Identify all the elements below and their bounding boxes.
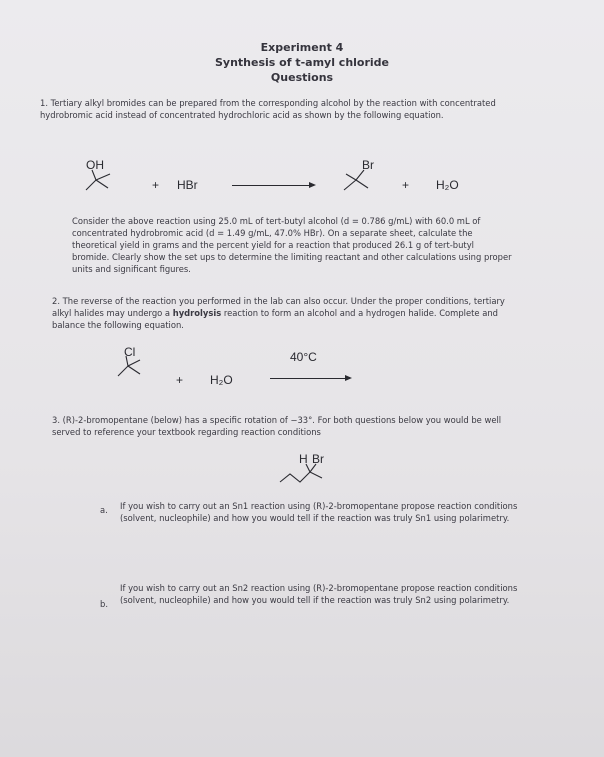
plus-sign-3: + xyxy=(176,373,184,387)
water-label-2: H₂O xyxy=(210,373,233,387)
br-label-2: Br xyxy=(312,452,324,466)
tert-butyl-alcohol-structure xyxy=(84,168,124,196)
part-b-text: If you wish to carry out an Sn2 reaction using (R)-2-bromopentane propose reaction conditions (solvent, nucleophile) and how you would tell if the reaction was truly Sn2 using polarimetry. xyxy=(120,583,518,605)
reaction-arrow-2 xyxy=(270,378,350,379)
cl-label: Cl xyxy=(124,345,136,359)
water-label: H₂O xyxy=(436,178,459,192)
oh-label: OH xyxy=(86,158,104,172)
experiment-title: Synthesis of t-amyl chloride xyxy=(214,56,390,69)
plus-sign-2: + xyxy=(402,178,410,192)
part-b-label: b. xyxy=(100,599,108,609)
hbr-label: HBr xyxy=(177,178,198,192)
experiment-number: Experiment 4 xyxy=(260,41,344,54)
question-3-text: 3. (R)-2-bromopentane (below) has a specific rotation of −33°. For both questions below you would be well served to reference your textbook regarding reaction conditions xyxy=(52,415,502,437)
question-1-details: Consider the above reaction using 25.0 mL of tert-butyl alcohol (d = 0.786 g/mL) with 60.0 mL of concentrated hydrobromic acid (d = 1.49 g/mL, 47.0% HBr). On a separate sheet, calculate the theoretical yield in grams and the percent yield for a reaction that produced 26.1 g of tert-butyl bromide. Clearly show the set ups to determine the limiting reactant and other calculations using proper units and significant figures. xyxy=(72,216,512,274)
part-a-text: If you wish to carry out an Sn1 reaction using (R)-2-bromopentane propose reaction conditions (solvent, nucleophile) and how you would tell if the reaction was truly Sn1 using polarimetry. xyxy=(120,501,518,523)
reaction-arrow-1 xyxy=(232,185,314,186)
question-2-text: 2. The reverse of the reaction you performed in the lab can also occur. Under the proper conditions, tertiary alkyl halides may undergo a hydrolysis reaction to form an alcohol and a hydrogen halide. Complete and balance the following equation. xyxy=(52,296,505,330)
tert-butyl-bromide-structure xyxy=(342,168,382,196)
part-a-label: a. xyxy=(100,505,108,515)
temperature-label: 40°C xyxy=(290,350,317,364)
br-label: Br xyxy=(362,158,374,172)
h-label: H xyxy=(299,452,308,466)
plus-sign-1: + xyxy=(152,178,160,192)
question-1-text: 1. Tertiary alkyl bromides can be prepared from the corresponding alcohol by the reaction with concentrated hydrobromic acid instead of concentrated hydrochloric acid as shown by the following equation. xyxy=(40,98,496,120)
tert-butyl-chloride-structure xyxy=(116,356,156,384)
bromopentane-structure xyxy=(278,462,334,488)
questions-heading: Questions xyxy=(270,71,334,84)
